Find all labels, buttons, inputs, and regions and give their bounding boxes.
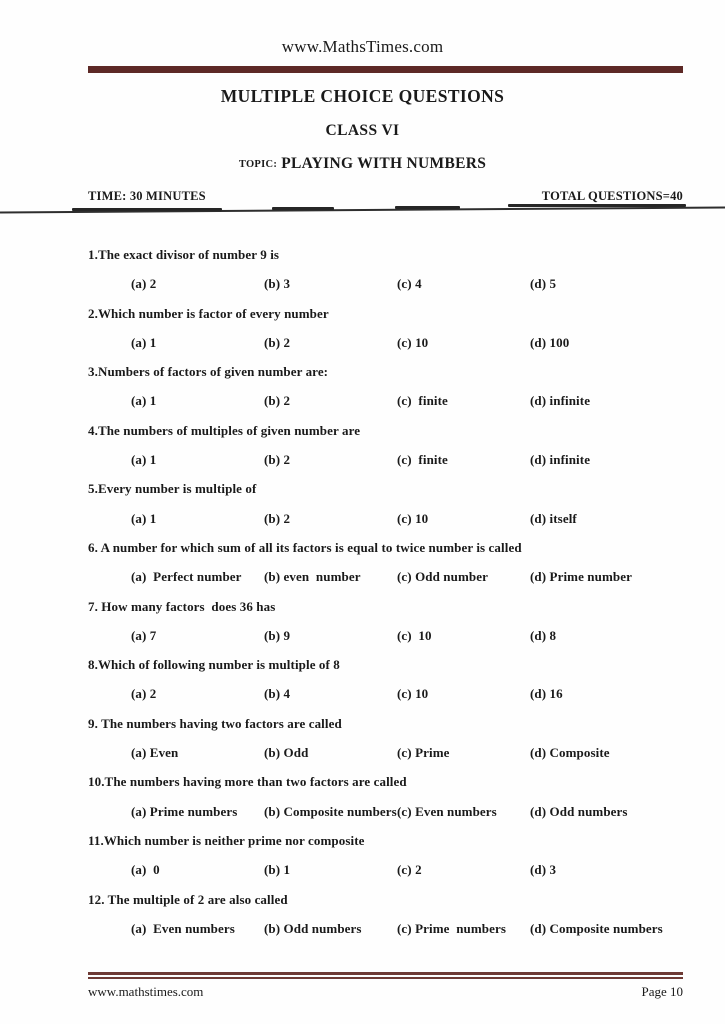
question-text: 11.Which number is neither prime nor composite <box>88 832 365 848</box>
question-block <box>88 416 698 475</box>
option-d: (d) 8 <box>530 627 557 643</box>
option-a: (a) Even numbers <box>131 920 235 936</box>
footer-rule-top <box>88 972 683 975</box>
question-text: 2.Which number is factor of every number <box>88 305 329 321</box>
question-block <box>88 592 698 651</box>
question-options <box>88 738 698 767</box>
question-options <box>88 914 698 943</box>
option-d: (d) itself <box>530 510 577 526</box>
option-d: (d) 3 <box>530 862 557 878</box>
question-options <box>88 679 698 708</box>
option-c: (c) 10 <box>397 334 429 350</box>
option-c: (c) finite <box>397 393 448 409</box>
footer-rule-bottom <box>88 977 683 979</box>
header-accent-bar <box>88 66 683 73</box>
time-label: TIME: 30 MINUTES <box>88 189 206 203</box>
option-c: (c) Prime <box>397 745 450 761</box>
option-c: (c) Even numbers <box>397 803 497 819</box>
option-a: (a) 2 <box>131 276 157 292</box>
option-a: (a) 1 <box>131 334 157 350</box>
option-b: (b) 9 <box>264 627 291 643</box>
question-text: 5.Every number is multiple of <box>88 481 257 497</box>
option-c: (c) Odd number <box>397 569 488 585</box>
question-block <box>88 357 698 416</box>
option-c: (c) 10 <box>397 510 429 526</box>
question-text: 10.The numbers having more than two factors are called <box>88 774 407 790</box>
question-block <box>88 826 698 885</box>
question-text: 12. The multiple of 2 are also called <box>88 891 288 907</box>
option-b: (b) 4 <box>264 686 291 702</box>
option-a: (a) Perfect number <box>131 569 242 585</box>
option-b: (b) even number <box>264 569 361 585</box>
topic-label: TOPIC: <box>238 159 278 170</box>
option-c: (c) 10 <box>397 686 429 702</box>
footer-row <box>88 984 683 1000</box>
option-a: (a) 1 <box>131 510 157 526</box>
option-c: (c) Prime numbers <box>397 920 507 936</box>
question-text: 3.Numbers of factors of given number are: <box>88 364 329 380</box>
option-d: (d) 16 <box>530 686 563 702</box>
meta-row <box>88 189 683 204</box>
question-options <box>88 386 698 415</box>
option-b: (b) 2 <box>264 393 291 409</box>
option-c: (c) 2 <box>397 862 422 878</box>
option-b: (b) 2 <box>264 334 291 350</box>
question-options <box>88 328 698 357</box>
total-questions-label: TOTAL QUESTIONS=40 <box>541 189 683 203</box>
question-options <box>88 797 698 826</box>
ruled-line-segment <box>72 208 222 211</box>
option-d: (d) 100 <box>530 334 570 350</box>
topic-value: PLAYING WITH NUMBERS <box>281 155 487 172</box>
option-b: (b) 3 <box>264 276 291 292</box>
option-d: (d) 5 <box>530 276 557 292</box>
option-a: (a) Prime numbers <box>131 803 238 819</box>
option-b: (b) 1 <box>264 862 291 878</box>
ruled-line-segment <box>508 204 686 207</box>
option-d: (d) Odd numbers <box>530 803 628 819</box>
question-text: 1.The exact divisor of number 9 is <box>88 247 280 262</box>
footer-site-text: www.mathstimes.com <box>88 984 204 999</box>
option-a: (a) 1 <box>131 393 157 409</box>
question-text: 6. A number for which sum of all its factors is equal to twice number is called <box>88 539 522 555</box>
questions-list <box>88 240 698 943</box>
site-header-text: www.MathsTimes.com <box>281 37 444 56</box>
option-b: (b) 2 <box>264 452 291 468</box>
option-d: (d) Prime number <box>530 569 632 585</box>
option-b: (b) Composite numbers <box>264 803 397 819</box>
ruled-line-segment <box>395 206 460 209</box>
footer-page-number: Page 10 <box>641 984 683 999</box>
question-options <box>88 562 698 591</box>
question-options <box>88 855 698 884</box>
question-text: 8.Which of following number is multiple of 8 <box>88 657 340 673</box>
question-text: 9. The numbers having two factors are called <box>88 715 342 731</box>
option-a: (a) Even <box>131 745 179 761</box>
option-b: (b) Odd <box>264 745 309 761</box>
question-block <box>88 767 698 826</box>
option-c: (c) 4 <box>397 276 422 292</box>
question-block <box>88 240 698 299</box>
option-c: (c) finite <box>397 452 448 468</box>
option-a: (a) 0 <box>131 862 160 878</box>
question-options <box>88 504 698 533</box>
topic-heading <box>0 155 725 173</box>
option-b: (b) Odd numbers <box>264 920 362 936</box>
page-title: MULTIPLE CHOICE QUESTIONS <box>220 86 505 106</box>
question-text: 4.The numbers of multiples of given number are <box>88 422 361 438</box>
question-text: 7. How many factors does 36 has <box>88 598 276 614</box>
option-d: (d) infinite <box>530 393 591 409</box>
option-d: (d) Composite numbers <box>530 920 663 936</box>
class-heading: CLASS VI <box>325 122 400 139</box>
option-a: (a) 2 <box>131 686 157 702</box>
question-block <box>88 709 698 768</box>
question-block <box>88 474 698 533</box>
question-options <box>88 269 698 298</box>
question-block <box>88 650 698 709</box>
ruled-line-segment <box>272 207 334 210</box>
option-d: (d) infinite <box>530 452 591 468</box>
option-b: (b) 2 <box>264 510 291 526</box>
question-block <box>88 533 698 592</box>
option-a: (a) 7 <box>131 627 157 643</box>
option-a: (a) 1 <box>131 452 157 468</box>
question-block <box>88 299 698 358</box>
question-options <box>88 621 698 650</box>
option-d: (d) Composite <box>530 745 610 761</box>
question-options <box>88 445 698 474</box>
option-c: (c) 10 <box>397 627 432 643</box>
question-block <box>88 885 698 944</box>
